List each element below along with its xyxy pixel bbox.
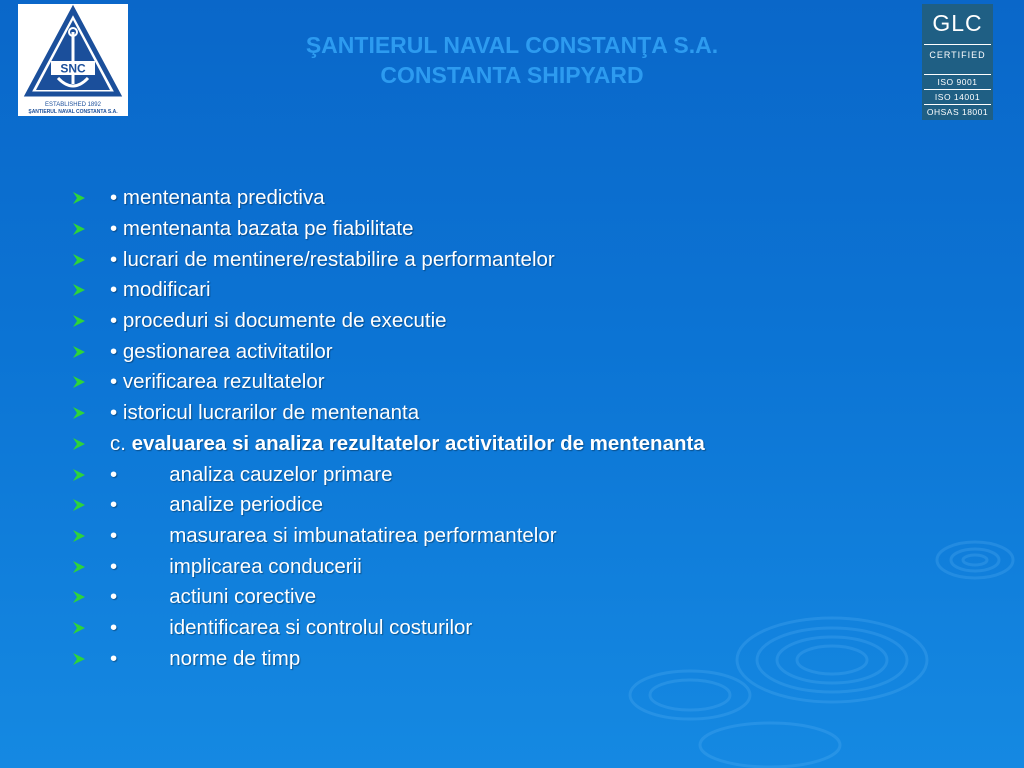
arrow-bullet-icon <box>72 253 86 267</box>
item-text: actiuni corective <box>169 585 317 609</box>
arrow-bullet-icon <box>72 375 86 389</box>
item-text: identificarea si controlul costurilor <box>169 615 473 639</box>
snc-logo <box>18 4 128 116</box>
list-item: • modificari <box>72 275 972 306</box>
list-item-heading: c. evaluarea si analiza rezultatelor activitatilor de mentenanta <box>72 429 972 460</box>
title-line-1: ŞANTIERUL NAVAL CONSTANŢA S.A. <box>305 32 719 58</box>
item-text: verificarea rezultatelor <box>122 370 325 394</box>
arrow-bullet-icon <box>72 468 86 482</box>
arrow-bullet-icon <box>72 222 86 236</box>
list-item: • analiza cauzelor primare <box>72 459 972 490</box>
arrow-bullet-icon <box>72 529 86 543</box>
item-text: masurarea si imbunatatirea performantelor <box>169 523 557 547</box>
glc-certified-label: CERTIFIED <box>929 50 986 60</box>
arrow-bullet-icon <box>72 652 86 666</box>
standard-iso-9001: ISO 9001 <box>924 74 991 88</box>
standard-iso-14001: ISO 14001 <box>924 89 991 103</box>
item-text: lucrari de mentinere/restabilire a performantelor <box>122 247 555 271</box>
list-item: • implicarea conducerii <box>72 551 972 582</box>
arrow-bullet-icon <box>72 560 86 574</box>
item-text: mentenanta bazata pe fiabilitate <box>122 217 414 241</box>
item-text: gestionarea activitatilor <box>122 339 333 363</box>
snc-monogram: SNC <box>60 61 86 76</box>
glc-divider <box>924 44 991 45</box>
arrow-bullet-icon <box>72 498 86 512</box>
arrow-bullet-icon <box>72 437 86 451</box>
page-title <box>200 30 824 90</box>
list-item: • analize periodice <box>72 490 972 521</box>
item-text: modificari <box>122 278 211 302</box>
item-text: istoricul lucrarilor de mentenanta <box>122 401 420 425</box>
snc-established: ESTABLISHED 1892 <box>45 102 101 108</box>
glc-certified-logo <box>922 4 993 120</box>
list-item: • mentenanta bazata pe fiabilitate <box>72 214 972 245</box>
item-text: mentenanta predictiva <box>122 186 325 210</box>
list-item: • mentenanta predictiva <box>72 183 972 214</box>
list-item: • norme de timp <box>72 643 972 674</box>
title-line-2: CONSTANTA SHIPYARD <box>380 62 644 88</box>
item-text: norme de timp <box>169 646 301 670</box>
glc-brand: GLC <box>932 10 983 36</box>
list-item: • actiuni corective <box>72 582 972 613</box>
bullet-list <box>72 183 972 674</box>
anchor-triangle-icon <box>18 4 128 102</box>
item-text: implicarea conducerii <box>169 554 362 578</box>
arrow-bullet-icon <box>72 406 86 420</box>
list-item: • proceduri si documente de executie <box>72 306 972 337</box>
arrow-bullet-icon <box>72 345 86 359</box>
standard-ohsas-18001: OHSAS 18001 <box>924 104 991 118</box>
item-text: evaluarea si analiza rezultatelor activitatilor de mentenanta <box>131 431 705 455</box>
list-item: • masurarea si imbunatatirea performantelor <box>72 521 972 552</box>
list-item: • istoricul lucrarilor de mentenanta <box>72 398 972 429</box>
snc-company-name: ŞANTIERUL NAVAL CONSTANTA S.A. <box>28 109 118 115</box>
arrow-bullet-icon <box>72 621 86 635</box>
arrow-bullet-icon <box>72 590 86 604</box>
arrow-bullet-icon <box>72 283 86 297</box>
item-text: analiza cauzelor primare <box>169 462 393 486</box>
item-text: proceduri si documente de executie <box>122 309 447 333</box>
list-item: • identificarea si controlul costurilor <box>72 613 972 644</box>
list-item: • gestionarea activitatilor <box>72 336 972 367</box>
arrow-bullet-icon <box>72 314 86 328</box>
list-item: • verificarea rezultatelor <box>72 367 972 398</box>
item-text: analize periodice <box>169 493 324 517</box>
arrow-bullet-icon <box>72 191 86 205</box>
list-item: • lucrari de mentinere/restabilire a performantelor <box>72 244 972 275</box>
